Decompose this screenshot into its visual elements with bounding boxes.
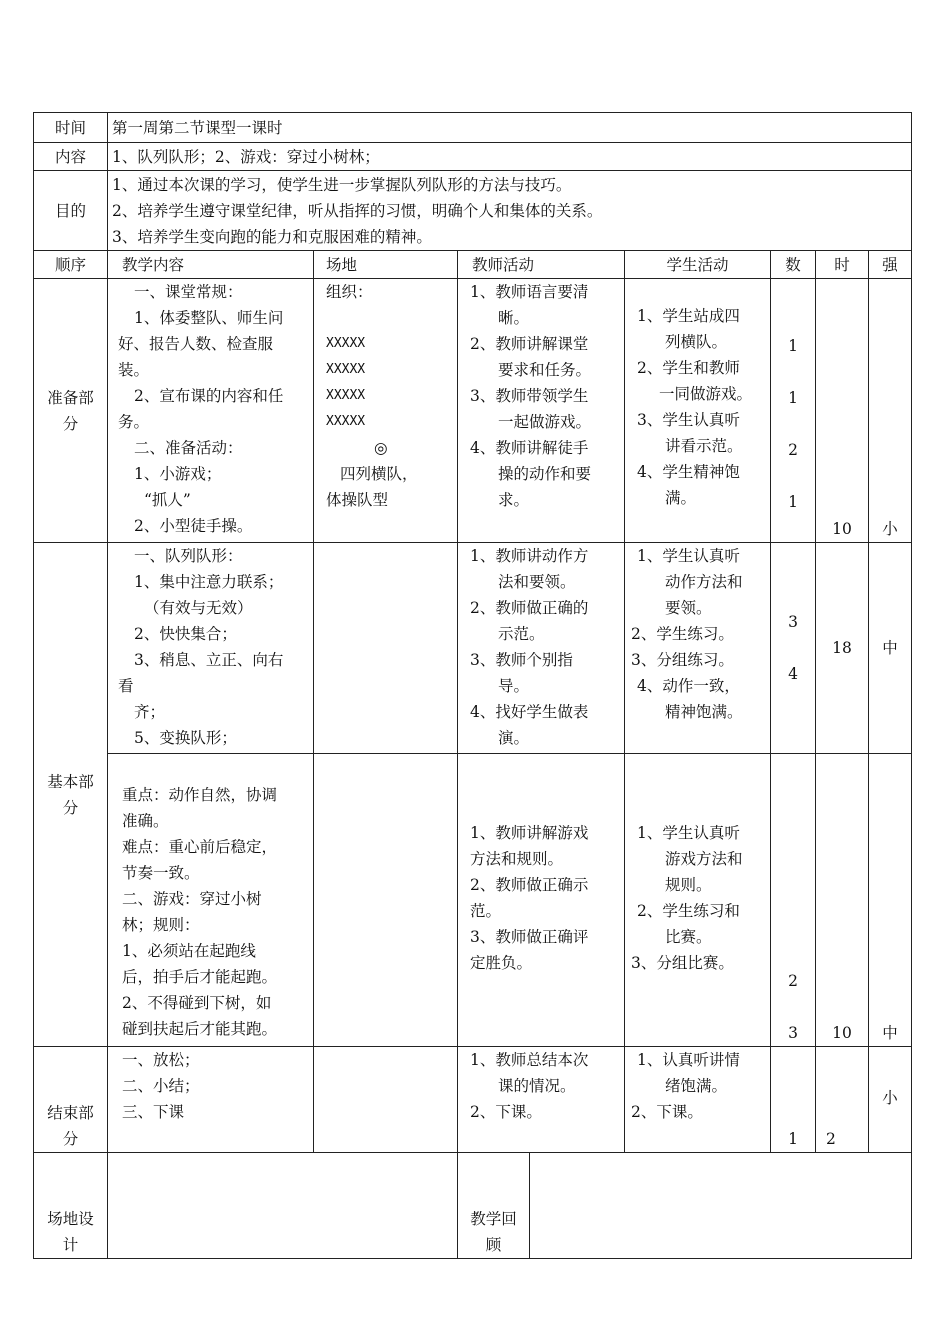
teacher-line: 1、教师讲解游戏 [470, 824, 589, 842]
count-value: 2 [788, 972, 798, 990]
count-value: 2 [788, 441, 798, 459]
formation-row: XXXXX [326, 388, 366, 403]
teacher-line: 要求和任务。 [498, 361, 592, 379]
content-value: 1、队列队形；2、游戏：穿过小树林； [108, 143, 912, 171]
end-intensity: 小 [869, 1047, 912, 1153]
prep-content [108, 279, 314, 543]
content-line: 2、小型徒手操。 [134, 517, 253, 535]
content-line: 齐； [134, 703, 166, 721]
student-line: 3、分组练习。 [631, 651, 734, 669]
content-line: 一、课堂常规： [134, 283, 243, 301]
content-line: 装。 [118, 361, 150, 379]
teacher-line: 法和要领。 [498, 573, 576, 591]
prep-venue [314, 279, 458, 543]
content-line: 2、快快集合； [134, 625, 237, 643]
basic-student-2 [625, 754, 771, 1047]
teacher-line: 3、教师带领学生 [470, 387, 589, 405]
venue-org: 组织： [326, 283, 373, 301]
content-line: 1、小游戏； [134, 465, 222, 483]
student-line: 1、学生认真听 [637, 547, 740, 565]
content-line: 二、小结； [122, 1077, 200, 1095]
formation-row: XXXXX [326, 336, 366, 351]
student-line: 4、学生精神饱 [637, 463, 740, 481]
count-value: 3 [788, 1024, 798, 1042]
content-line: 二、游戏：穿过小树 [122, 890, 262, 908]
label-line: 分 [62, 798, 79, 817]
end-teacher [458, 1047, 625, 1153]
label-line: 分 [62, 414, 79, 433]
teacher-line: 导。 [498, 677, 530, 695]
label-line: 结束部 [47, 1104, 94, 1122]
content-line: 好、报告人数、检查服 [118, 335, 274, 353]
col-student: 学生活动 [625, 251, 771, 279]
basic-counts-1 [771, 543, 816, 754]
student-line: 动作方法和 [665, 573, 743, 591]
goal-item: 3、培养学生变向跑的能力和克服困难的精神。 [112, 227, 432, 246]
teacher-position-symbol: ◎ [374, 439, 388, 457]
teacher-line: 晰。 [498, 309, 530, 327]
end-count: 1 [771, 1047, 816, 1153]
label-line: 计 [62, 1236, 79, 1254]
student-line: 规则。 [665, 876, 712, 894]
count-value: 1 [788, 493, 798, 511]
student-line: 讲看示范。 [665, 437, 743, 455]
content-line: 碰到扶起后才能其跑。 [122, 1020, 278, 1038]
student-line: 满。 [665, 489, 697, 507]
teacher-line: 2、教师讲解课堂 [470, 335, 589, 353]
teacher-line: 1、教师总结本次 [470, 1051, 589, 1069]
basic-content-1 [108, 543, 314, 754]
col-content: 教学内容 [108, 251, 314, 279]
content-line: 难点：重心前后稳定， [122, 838, 278, 856]
student-line: 精神饱满。 [665, 703, 743, 721]
end-venue [314, 1047, 458, 1153]
basic-student-1 [625, 543, 771, 754]
student-line: 游戏方法和 [665, 850, 743, 868]
basic-venue-1 [314, 543, 458, 754]
student-line: 2、下课。 [631, 1103, 703, 1121]
basic-time-2: 10 [816, 754, 869, 1047]
count-value: 1 [788, 389, 798, 407]
student-line: 3、分组比赛。 [631, 954, 734, 972]
teacher-line: 3、教师个别指 [470, 651, 573, 669]
col-venue: 场地 [314, 251, 458, 279]
teacher-line: 1、教师语言要清 [470, 283, 589, 301]
goal-label: 目的 [34, 171, 108, 251]
teacher-line: 2、教师做正确示 [470, 876, 589, 894]
teacher-line: 演。 [498, 729, 530, 747]
label-line: 基本部 [47, 772, 94, 791]
column-header-row [34, 251, 912, 279]
prep-row [34, 279, 912, 543]
prep-intensity: 小 [869, 279, 912, 543]
teacher-line: 4、教师讲解徒手 [470, 439, 589, 457]
content-line: （有效与无效） [144, 599, 253, 617]
content-line: 5、变换队形； [134, 729, 237, 747]
content-line: 二、准备活动： [134, 439, 243, 457]
content-line: 重点：动作自然，协调 [122, 786, 278, 804]
teacher-line: 1、教师讲动作方 [470, 547, 589, 565]
content-line: 3、稍息、立正、向右 [134, 651, 284, 669]
venue-caption: 四列横队， [340, 465, 418, 483]
basic-intensity-2: 中 [869, 754, 912, 1047]
col-intensity: 强 [869, 251, 912, 279]
content-line: 节奏一致。 [122, 864, 200, 882]
label-line: 教学回 [470, 1210, 517, 1228]
goal-row [34, 171, 912, 251]
footer-row [34, 1153, 912, 1259]
prep-teacher [458, 279, 625, 543]
content-line: 1、集中注意力联系； [134, 573, 284, 591]
basic-venue-2 [314, 754, 458, 1047]
student-line: 1、学生站成四 [637, 307, 740, 325]
venue-caption: 体操队型 [326, 491, 389, 509]
goal-list [108, 171, 912, 251]
prep-student [625, 279, 771, 543]
student-line: 绪饱满。 [665, 1077, 728, 1095]
col-teacher: 教师活动 [458, 251, 625, 279]
count-value: 4 [788, 665, 798, 683]
goal-item: 2、培养学生遵守课堂纪律，听从指挥的习惯，明确个人和集体的关系。 [112, 201, 603, 220]
formation-row: XXXXX [326, 362, 366, 377]
teacher-line: 方法和规则。 [470, 850, 564, 868]
review-area [530, 1153, 912, 1259]
teacher-line: 一起做游戏。 [498, 413, 592, 431]
label-line: 场地设 [47, 1210, 94, 1228]
content-line: 2、宣布课的内容和任 [134, 387, 284, 405]
col-time: 时 [816, 251, 869, 279]
end-label [34, 1047, 108, 1153]
basic-counts-2 [771, 754, 816, 1047]
end-row [34, 1047, 912, 1153]
label-line: 准备部 [47, 388, 94, 407]
formation-row: XXXXX [326, 414, 366, 429]
student-line: 3、学生认真听 [637, 411, 740, 429]
time-row [34, 113, 912, 143]
content-line: 准确。 [122, 812, 169, 830]
basic-time-1: 18 [816, 543, 869, 754]
content-line: 后，拍手后才能起跑。 [122, 968, 278, 986]
time-value: 第一周第二节课型一课时 [108, 113, 912, 143]
student-line: 要领。 [665, 599, 712, 617]
teacher-line: 2、下课。 [470, 1103, 542, 1121]
end-content [108, 1047, 314, 1153]
student-line: 1、学生认真听 [637, 824, 740, 842]
count-value: 1 [788, 337, 798, 355]
student-line: 2、学生练习。 [631, 625, 734, 643]
content-row [34, 143, 912, 171]
content-line: 三、下课 [122, 1103, 185, 1121]
basic-teacher-2 [458, 754, 625, 1047]
lesson-plan-table [33, 112, 912, 1259]
prep-label [34, 279, 108, 543]
student-line: 4、动作一致， [637, 677, 740, 695]
time-label: 时间 [34, 113, 108, 143]
student-line: 列横队。 [665, 333, 728, 351]
content-label: 内容 [34, 143, 108, 171]
label-line: 分 [62, 1130, 79, 1148]
content-line: “抓人” [144, 491, 191, 509]
content-line: 一、队列队形： [134, 547, 243, 565]
basic-content-2 [108, 754, 314, 1047]
goal-item: 1、通过本次课的学习，使学生进一步掌握队列队形的方法与技巧。 [112, 175, 572, 194]
teacher-line: 求。 [498, 491, 530, 509]
basic-intensity-1: 中 [869, 543, 912, 754]
prep-time: 10 [816, 279, 869, 543]
student-line: 2、学生练习和 [637, 902, 740, 920]
review-label [458, 1153, 530, 1259]
content-line: 一、放松； [122, 1051, 200, 1069]
end-student [625, 1047, 771, 1153]
label-line: 顾 [485, 1236, 502, 1254]
student-line: 一同做游戏。 [659, 385, 753, 403]
teacher-line: 操的动作和要 [498, 465, 592, 483]
prep-counts [771, 279, 816, 543]
content-line: 2、不得碰到下树，如 [122, 994, 272, 1012]
content-line: 1、体委整队、师生问 [134, 309, 284, 327]
content-line: 务。 [118, 413, 150, 431]
venue-design-area [108, 1153, 458, 1259]
content-line: 林；规则： [122, 916, 200, 934]
student-line: 2、学生和教师 [637, 359, 740, 377]
lesson-plan [33, 112, 911, 1259]
teacher-line: 定胜负。 [470, 954, 533, 972]
teacher-line: 范。 [470, 902, 502, 920]
teacher-line: 示范。 [498, 625, 545, 643]
basic-teacher-1 [458, 543, 625, 754]
content-line: 看 [118, 677, 134, 695]
col-order: 顺序 [34, 251, 108, 279]
student-line: 比赛。 [665, 928, 712, 946]
teacher-line: 3、教师做正确评 [470, 928, 589, 946]
teacher-line: 4、找好学生做表 [470, 703, 589, 721]
venue-design-label [34, 1153, 108, 1259]
basic-label [34, 543, 108, 1047]
student-line: 1、认真听讲情 [637, 1051, 740, 1069]
count-value: 3 [788, 613, 798, 631]
col-count: 数 [771, 251, 816, 279]
basic-row-2 [34, 754, 912, 1047]
content-line: 1、必须站在起跑线 [122, 942, 256, 960]
teacher-line: 2、教师做正确的 [470, 599, 589, 617]
basic-row-1 [34, 543, 912, 754]
teacher-line: 课的情况。 [498, 1077, 576, 1095]
end-time: 2 [816, 1047, 869, 1153]
